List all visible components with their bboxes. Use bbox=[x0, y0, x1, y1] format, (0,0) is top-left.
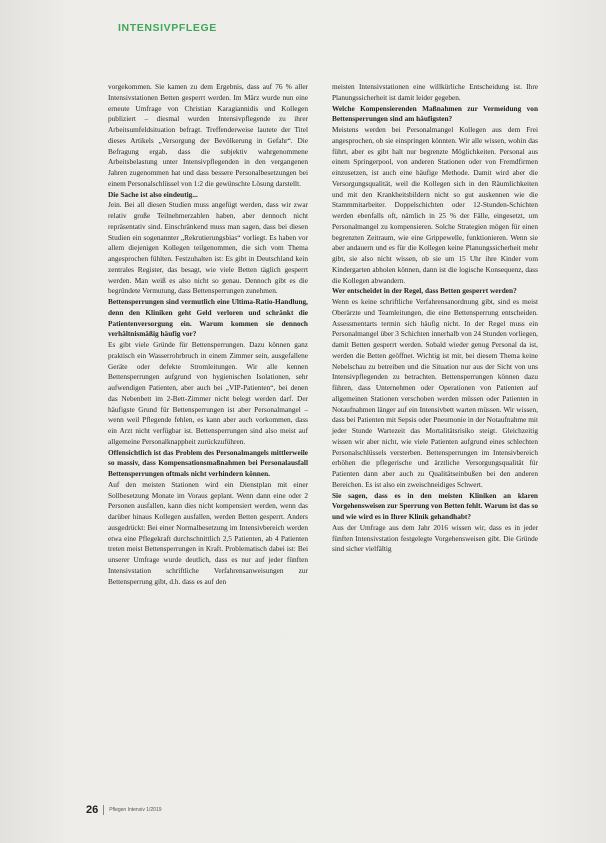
footer-divider bbox=[103, 805, 104, 815]
answer-paragraph: meisten Intensivstationen eine willkürliche Entscheidung ist. Ihre Planungssicherheit ist damit leider gegeben. bbox=[332, 82, 538, 102]
answer-paragraph: Meistens werden bei Personalmangel Kollegen aus dem Frei angesprochen, ob sie einspringen könnten. Wir alle wissen, wohin das führt, aber es gibt halt nur begrenzte Möglichkeiten. Personal aus einem Springerpool, von anderen Stationen oder von Fremdfirmen einzusetzen, ist auch eine häufige Methode. Damit wird aber die Versorgungsqualität, weil die Kollegen sich in den Räumlichkeiten und mit den Krankheitsbildern nicht so gut auskennen wie die Stammmitarbeiter. Doppelschichten oder 12-Stunden-Schichten werden ebenfalls oft, nämlich in 25 % der Fälle, eingesetzt, um Personalmangel zu kompensieren. Solche Strategien mögen für einen begrenzten Zeitraum, wie eine Grippewelle, funktionieren. Wenn sie aber andauern und es für die Kollegen keine Planungssicherheit mehr gibt, sie also nicht wissen, ob sie um 15 Uhr ihre Kinder vom Kindergarten abholen können, dann ist die logische Konsequenz, dass die Kollegen abwandern. bbox=[332, 125, 538, 285]
answer-paragraph: vorgekommen. Sie kamen zu dem Ergebnis, dass auf 76 % aller Intensivstationen Betten gesperrt werden. Im März wurde nun eine erneute Umfrage von Christian Karagiannidis und Kollegen publiziert – diesmal wurden Intensivpflegende zu ihrer Arbeitsumfeldsituation befragt. Treffenderweise lautete der Titel dieses Artikels „Versorgung der Bevölkerung in Gefahr“. Die Befragung ergab, dass die subjektiv wahrgenommene Arbeitsbelastung unter Intensivpflegenden in den vergangenen Jahren zugenommen hat und dass bessere Personalbesetzungen bei einem Personalschlüssel von 1:2 die gewünschte Lösung darstellt. bbox=[108, 82, 308, 188]
answer-paragraph: Wenn es keine schriftliche Verfahrensanordnung gibt, sind es meist Oberärzte und Teamleitungen, die eine Bettensperrung entscheiden. Assessmentarts termin sich häufig nicht. In der Regel muss ein Personalmangel über 3 Schichten innerhalb von 24 Stunden vorliegen, damit Betten gesperrt werden. Sobald wieder genug Personal da ist, werden die Betten geöffnet. Wichtig ist mir, bei diesem Thema keine Nebelschau zu betreiben und die Situation nur aus der Sicht von uns Intensivpflegenden zu betrachten. Bettensperrungen können dazu führen, dass Unternehmen oder Operationen von Patienten auf allgemeinen Stationen verschoben werden müssen oder Patienten in Notaufnahmen länger auf ein Intensivbett warten müssen. Wir wissen, dass bei Patienten mit Sepsis oder Pneumonie in der Notaufnahme mit jeder Stunde Wartezeit das Mortalitätsrisiko steigt. Gleichzeitig wissen wir aber nicht, wie viele Patienten aufgrund eines schlechten Personalschlüssels versterben. Bettensperrungen im Intensivbereich erhöhen die pflegerische und ärztliche Versorgungsqualität für Patienten dann aber auch zu Qualitätseinbußen bei den anderen Bereichen. Es ist also ein zweischneidiges Schwert. bbox=[332, 297, 538, 489]
answer-paragraph: Es gibt viele Gründe für Bettensperrungen. Dazu können ganz praktisch ein Wasserrohrbruch in einem Zimmer sein, ausgefallene Geräte oder defekte Stromleitungen. Wir alle kennen Bettensperrungen aufgrund von hygienischen Isolationen, sehr aufwendigen Patienten, aber auch bei „VIP-Patienten“, bei denen das Nebenbett im 2-Bett-Zimmer nicht belegt werden darf. Der häufigste Grund für Bettensperrungen ist aber Personalmangel – wenn weil Pflegende fehlen, es kann aber auch vorkommen, dass ein Arzt nicht verfügbar ist. Bettensperrungen sind also meist auf allgemeine Personalknappheit zurückzuführen. bbox=[108, 340, 308, 446]
interview-question: Wer entscheidet in der Regel, dass Betten gesperrt werden? bbox=[332, 286, 517, 296]
interview-question: Offensichtlich ist das Problem des Personalmangels mittlerweile so massiv, dass Kompensationsmaßnahmen bei Personalausfall Bettensperrungen oftmals nicht verhindern können. bbox=[108, 447, 308, 478]
interview-question: Sie sagen, dass es in den meisten Kliniken an klaren Vorgehensweisen zur Sperrung von Betten fehlt. Warum ist das so und wie wird es in Ihrer Klinik gehandhabt? bbox=[332, 490, 538, 521]
section-header: INTENSIVPFLEGE bbox=[118, 22, 217, 34]
page-number: 26 bbox=[86, 804, 99, 816]
answer-paragraph: Aus der Umfrage aus dem Jahr 2016 wissen wir, dass es in jeder fünften Intensivstation festgelegte Vorgehensweisen gibt. Die Gründe sind sicher vielfältig bbox=[332, 522, 538, 554]
left-text-column bbox=[108, 82, 308, 587]
interview-question: Die Sache ist also eindeutig... bbox=[108, 189, 198, 199]
magazine-issue: Pflegen Intensiv 1/2019 bbox=[109, 807, 162, 813]
interview-question: Bettensperrungen sind vermutlich eine Ultima-Ratio-Handlung, denn den Kliniken geht Geld verloren und schränkt die Patientenversorgung ein. Warum kommen sie dennoch verhältnismäßig häufig vor? bbox=[108, 297, 308, 339]
answer-paragraph: Auf den meisten Stationen wird ein Dienstplan mit einer Sollbesetzung Monate im Voraus geplant. Wenn dann eine oder 2 Personen ausfallen, kann dies nicht kompensiert werden, wenn das darüber hinaus Kollegen ausfallen, werden Betten gesperrt. Anders ausgedrückt: Bei einer Normalbesetzung im Intensivbereich werden etwa eine Pflegekraft durchschnittlich 2,5 Patienten, ab 4 Patienten treten meist Bettensperrungen in Kraft. Problematisch dabei ist: Bei unserer Umfrage wurde deutlich, dass es nur auf jeder fünften Intensivstation schriftliche Verfahrensanweisungen zur Bettensperrung gibt, d.h. dass es auf den bbox=[108, 479, 308, 586]
page-footer bbox=[86, 804, 162, 816]
interview-question: Welche Kompensierenden Maßnahmen zur Vermeidung von Bettensperrungen sind am häufigsten? bbox=[332, 103, 538, 124]
answer-paragraph: Jein. Bei all diesen Studien muss angefügt werden, dass wir zwar relativ große Teilnehmerzahlen haben, aber dennoch nicht repräsentativ sind. Einschränkend muss man sagen, dass bei diesen Studien ein sogenannter „Rekrutierungsbias“ vorliegt. Es haben vor allem diejenigen Kollegen teilgenommen, die sich vom Thema angesprochen fühlten. Festzuhalten ist: Es gibt in Deutschland kein zentrales Register, das besagt, wie viele Betten täglich gesperrt werden. Man weiß es also nicht so genau. Dennoch gibt es die begründete Vermutung, dass Bettensperrungen zunehmen. bbox=[108, 200, 308, 296]
right-text-column bbox=[332, 82, 538, 555]
